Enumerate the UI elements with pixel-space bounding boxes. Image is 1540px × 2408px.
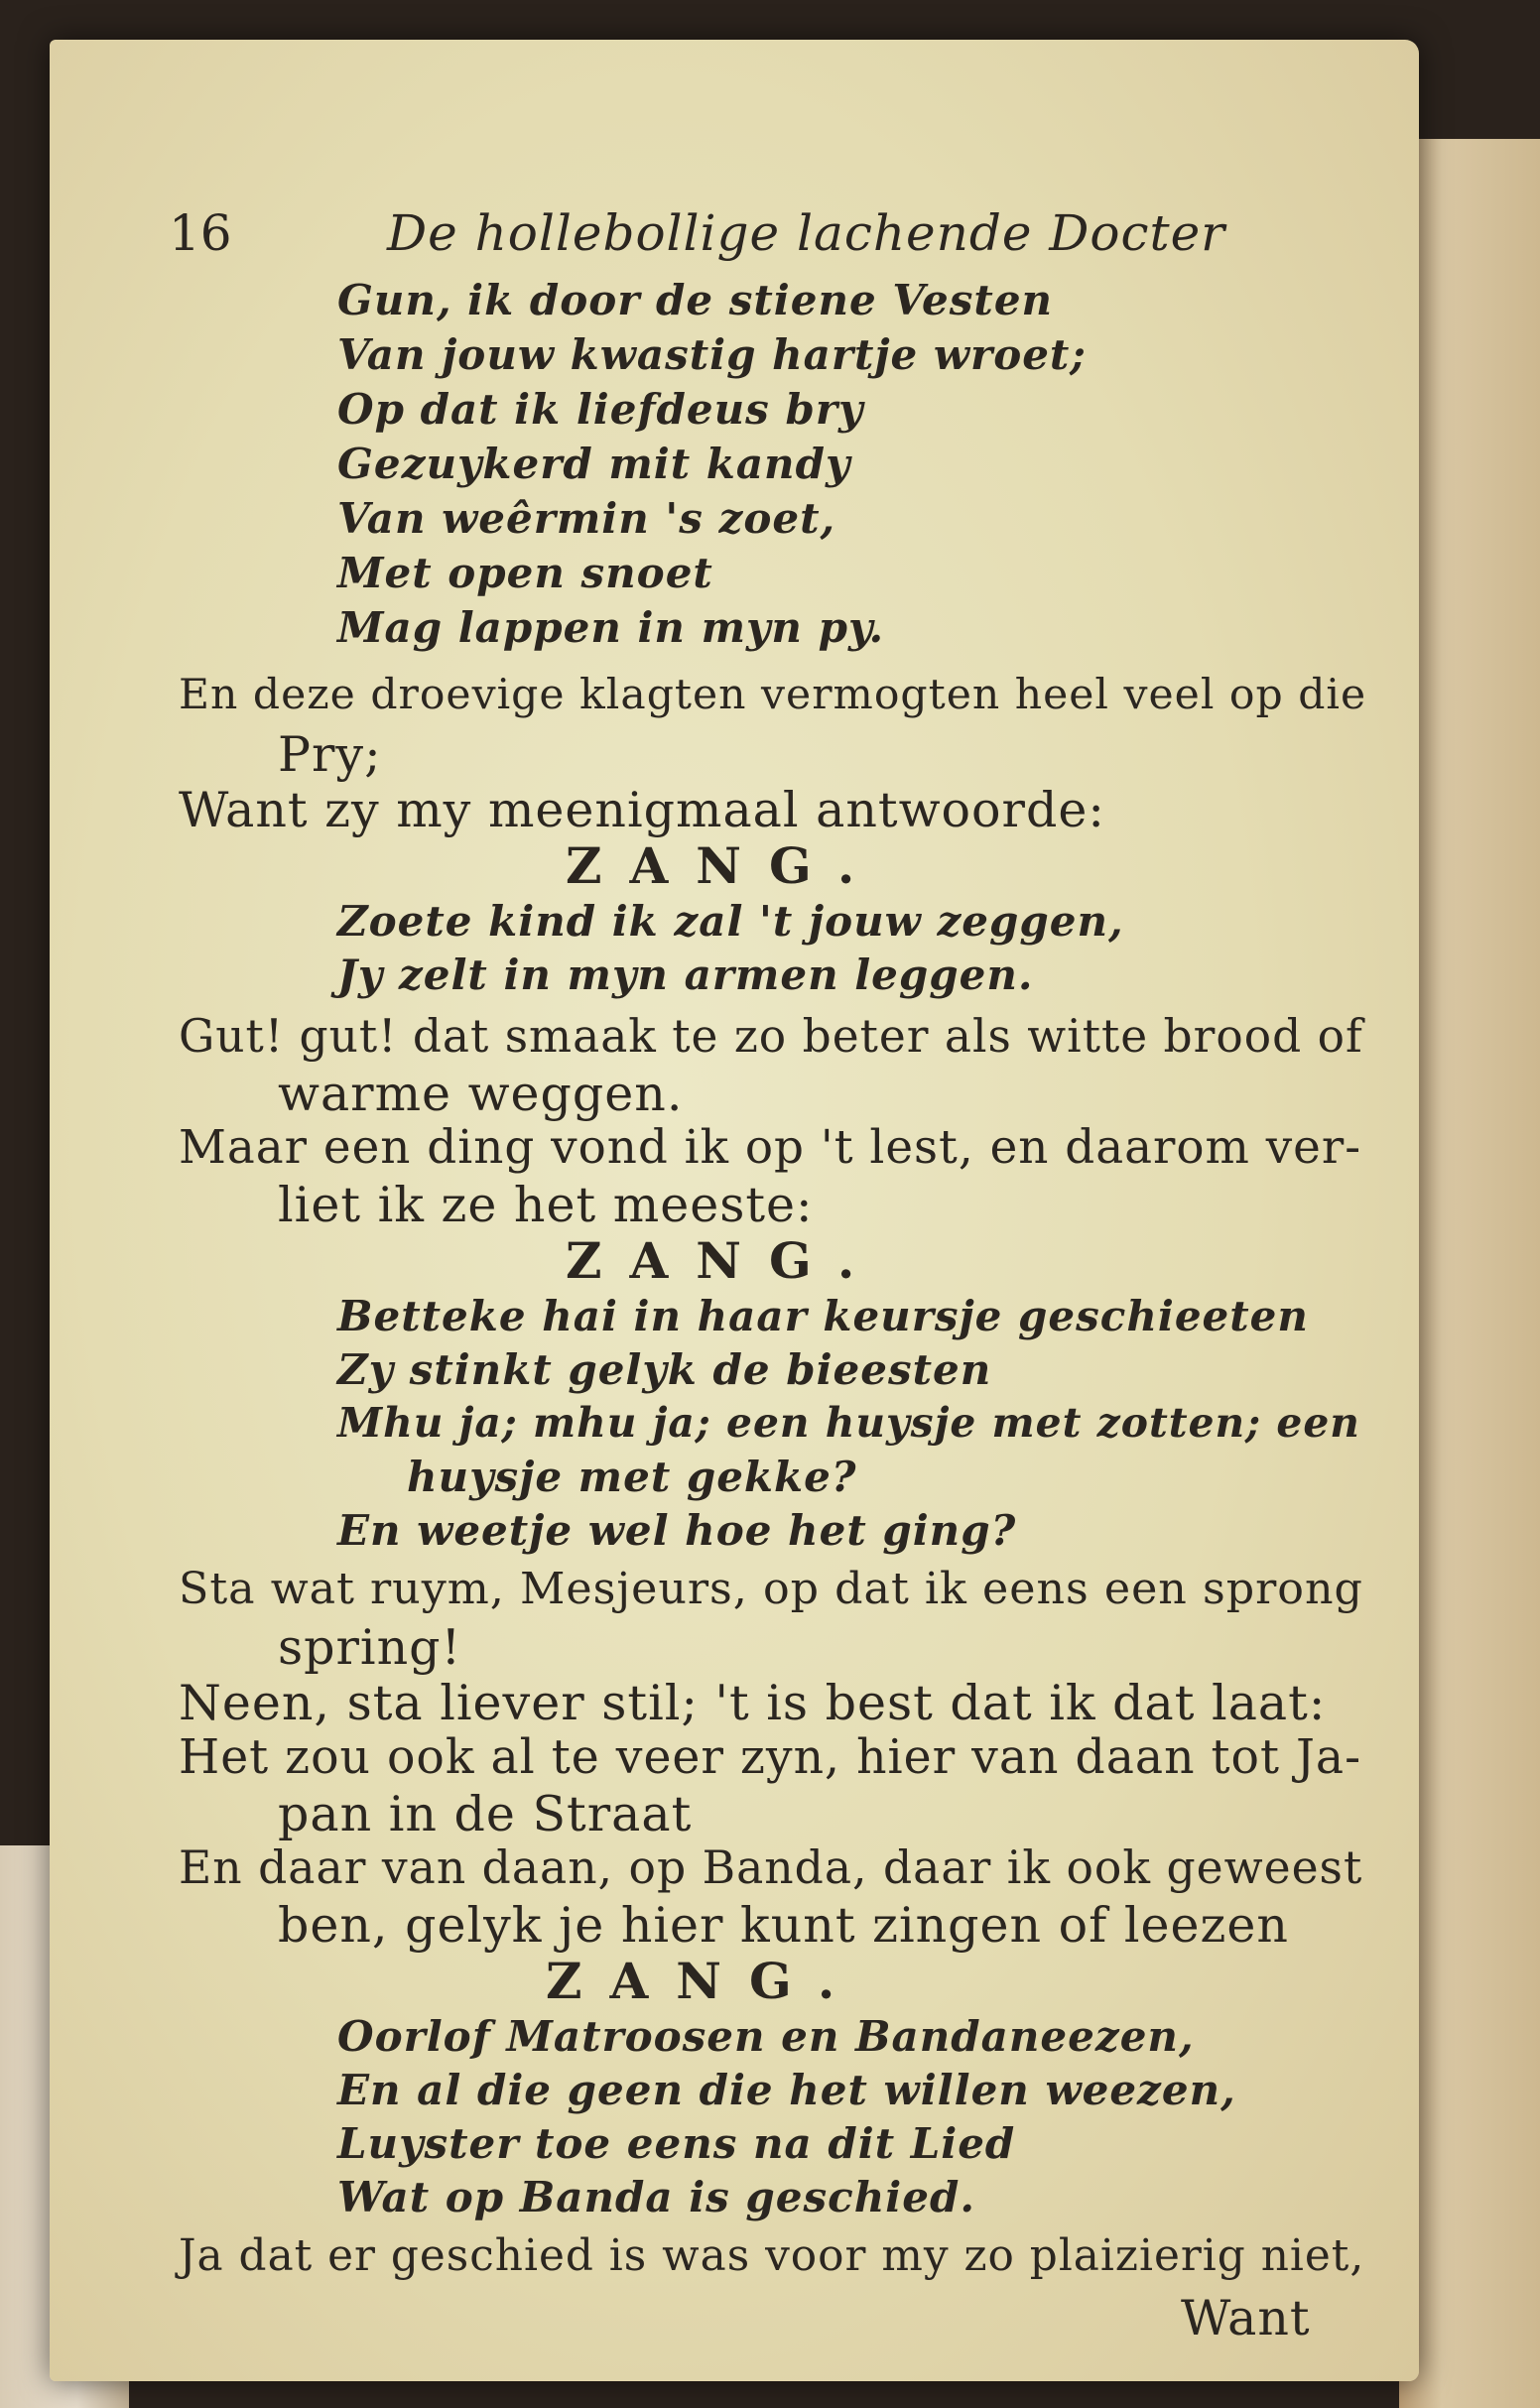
verse-line: Betteke hai in haar keursje geschieeten — [337, 1292, 1309, 1340]
zang-heading: ZANG. — [546, 1952, 863, 2010]
verse-line: Mag lappen in myn py. — [337, 603, 885, 652]
verse-line: Luyster toe eens na dit Lied — [337, 2119, 1016, 2168]
prose-line: Ja dat er geschied is was voor my zo plaizierig niet, — [179, 2230, 1365, 2281]
prose-line: Het zou ook al te veer zyn, hier van daan tot Ja- — [179, 1730, 1362, 1785]
prose-line: En daar van daan, op Banda, daar ik ook geweest — [179, 1841, 1363, 1894]
prose-line: pan in de Straat — [278, 1786, 693, 1842]
facing-page-edge — [1399, 139, 1540, 2408]
prose-line: liet ik ze het meeste: — [278, 1177, 814, 1233]
book-page — [50, 40, 1419, 2381]
verse-line: Van jouw kwastig hartje wroet; — [337, 330, 1087, 379]
prose-line: Pry; — [278, 726, 382, 783]
prose-line: spring! — [278, 1619, 462, 1676]
running-title: De hollebollige lachende Docter — [387, 204, 1226, 262]
prose-line: Maar een ding vond ik op 't lest, en daarom ver- — [179, 1121, 1362, 1175]
verse-line: Wat op Banda is geschied. — [337, 2173, 975, 2221]
verse-line: Mhu ja; mhu ja; een huysje met zotten; een — [337, 1399, 1360, 1447]
catchword: Want — [1181, 2290, 1311, 2346]
verse-line: Zoete kind ik zal 't jouw zeggen, — [337, 897, 1124, 946]
prose-line: Sta wat ruym, Mesjeurs, op dat ik eens een sprong — [179, 1564, 1363, 1614]
verse-line: Jy zelt in myn armen leggen. — [337, 951, 1034, 999]
zang-heading: ZANG. — [566, 1231, 883, 1290]
verse-line: Oorlof Matroosen en Bandaneezen, — [337, 2012, 1195, 2061]
verse-line: Zy stinkt gelyk de bieesten — [337, 1345, 992, 1394]
verse-line: En al die geen die het willen weezen, — [337, 2066, 1236, 2114]
prose-line: warme weggen. — [278, 1066, 684, 1122]
prose-line: Neen, sta liever stil; 't is best dat ik dat laat: — [179, 1675, 1327, 1731]
zang-heading: ZANG. — [566, 836, 883, 895]
page-number: 16 — [169, 204, 232, 262]
verse-line: Gezuykerd mit kandy — [337, 440, 851, 488]
verse-line: Op dat ik liefdeus bry — [337, 385, 864, 434]
prose-line: Gut! gut! dat smaak te zo beter als witte brood of — [179, 1010, 1363, 1063]
verse-line: En weetje wel hoe het ging? — [337, 1506, 1017, 1555]
prose-line: Want zy my meenigmaal antwoorde: — [179, 782, 1105, 838]
verse-line: Van weêrmin 's zoet, — [337, 494, 836, 543]
verse-line: Met open snoet — [337, 549, 713, 597]
verse-line: Gun, ik door de stiene Vesten — [337, 276, 1054, 324]
verse-line: huysje met gekke? — [407, 1453, 857, 1501]
prose-line: ben, gelyk je hier kunt zingen of leezen — [278, 1897, 1289, 1954]
prose-line: En deze droevige klagten vermogten heel veel op die — [179, 671, 1367, 719]
